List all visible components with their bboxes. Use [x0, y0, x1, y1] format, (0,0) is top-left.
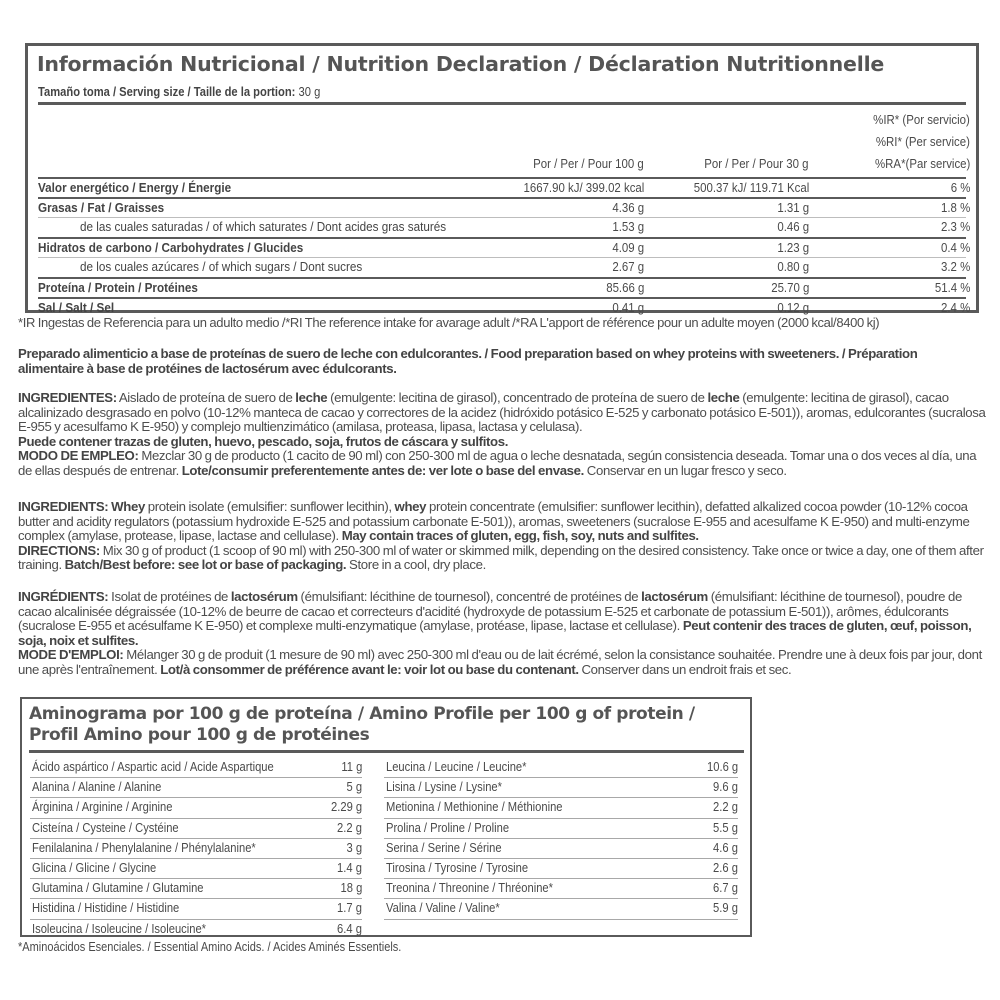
value-ri-percent: 0.4 % — [940, 240, 970, 255]
amino-acid-value: 2.2 g — [713, 799, 738, 815]
amino-acid-row — [30, 798, 362, 818]
amino-acid-value: 2.29 g — [330, 799, 362, 815]
allergen-whey: Whey — [111, 499, 145, 514]
amino-column-left — [30, 758, 362, 939]
amino-acid-row — [30, 899, 362, 919]
amino-acid-value: 5 g — [346, 779, 362, 795]
amino-acid-value: 9.6 g — [713, 779, 738, 795]
amino-acid-value: 11 g — [341, 759, 362, 774]
amino-acid-row — [30, 920, 362, 939]
nutrition-row — [38, 277, 970, 297]
amino-acid-name: Metionina / Methionine / Méthionine — [386, 799, 563, 815]
amino-acid-name: Lisina / Lysine / Lysine* — [386, 779, 503, 795]
amino-acid-name: Alanina / Alanine / Alanine — [32, 779, 162, 795]
value-per-30g: 1.23 g — [777, 240, 809, 255]
value-per-100g: 2.67 g — [612, 259, 644, 274]
directions-es-label: MODO DE EMPLEO: — [18, 448, 139, 464]
amino-acid-name: Árginina / Arginine / Arginine — [32, 799, 173, 815]
amino-acid-row — [30, 778, 362, 798]
directions-en-text: Mix 30 g of product (1 scoop of 90 ml) with 250-300 ml of water or skimmed milk, depending on the desired consistency. Take once or twice a day, one of them after training. — [18, 542, 984, 573]
ingredients-es-text: (emulgente: lecitina de girasol), concentrado de proteína de suero de — [327, 390, 708, 405]
allergen-whey: whey — [394, 499, 427, 514]
ingredients-en-text: protein concentrate (emulsifier: sunflower lecithin), defatted alkalized cocoa powder (10-12% cocoa butter and acidity regulators (potassium hydroxide E-525 and potassium carbonate E-501)), aromas, sweeteners (sucralose E-955 and acesulfame K E-950) and multi-enzyme complex (amylase, protease, lipase, lactase and cellulase). — [18, 499, 970, 544]
nutrient-label: Valor energético / Energy / Énergie — [38, 180, 232, 195]
ingredients-fr-text: (émulsifiant: lécithine de tournesol), concentré de protéines de — [297, 589, 642, 604]
amino-acid-value: 1.7 g — [337, 900, 362, 916]
value-per-100g: 85.66 g — [605, 280, 644, 295]
value-per-30g: 0.12 g — [777, 300, 809, 315]
nutrition-row — [38, 217, 970, 237]
amino-acid-name: Glicina / Glicine / Glycine — [32, 859, 157, 875]
amino-acid-name: Glutamina / Glutamine / Glutamine — [32, 880, 204, 896]
value-ri-percent: 3.2 % — [940, 259, 970, 274]
storage-fr: Conserver dans un endroit frais et sec. — [578, 661, 792, 677]
amino-acid-name: Prolina / Proline / Proline — [386, 819, 510, 835]
value-ri-percent: 6 % — [950, 180, 970, 195]
amino-acid-row — [384, 879, 738, 899]
ingredients-es-text: Aislado de proteína de suero de — [116, 390, 296, 405]
amino-acid-row — [384, 778, 738, 798]
amino-acid-value: 1.4 g — [337, 859, 362, 875]
amino-acid-name: Valina / Valine / Valine* — [386, 900, 500, 916]
amino-acid-value: 2.2 g — [337, 819, 362, 835]
product-description-text: Preparado alimenticio a base de proteínas de suero de leche con edulcorantes. / Food preparation based on whey proteins with sweeteners. / Préparation alimentaire à base de protéines de lactosérum avec édulcorants. — [18, 346, 918, 376]
amino-acid-value: 10.6 g — [706, 759, 738, 774]
amino-acid-row — [384, 839, 738, 859]
nutrition-row — [38, 297, 970, 317]
value-per-30g: 0.46 g — [777, 219, 809, 234]
amino-acid-value: 5.9 g — [713, 900, 738, 916]
allergen-lactoserum: lactosérum — [230, 589, 298, 604]
column-header-per-30g: Por / Per / Pour 30 g — [704, 156, 809, 171]
serving-size-value: 30 g — [298, 84, 321, 99]
nutrition-declaration-table — [25, 43, 979, 313]
nutrition-row — [38, 237, 970, 257]
ingredients-es — [18, 391, 986, 479]
value-ri-percent: 51.4 % — [934, 280, 970, 295]
nutrient-label: de las cuales saturadas / of which saturates / Dont acides gras saturés — [80, 219, 447, 234]
value-per-30g: 0.80 g — [777, 259, 809, 274]
amino-acid-value: 5.5 g — [713, 819, 738, 835]
allergens-en: May contain traces of gluten, egg, fish, soy, nuts and sulfites. — [341, 528, 699, 544]
amino-acid-name: Histidina / Histidine / Histidine — [32, 900, 180, 916]
amino-acid-name: Cisteína / Cysteine / Cystéine — [32, 819, 179, 835]
divider — [29, 750, 744, 753]
amino-profile-table — [20, 697, 752, 937]
amino-acid-name: Fenilalanina / Phenylalanine / Phénylalanine* — [32, 839, 256, 855]
value-per-100g: 0.41 g — [612, 300, 644, 315]
column-header-ri-es: %IR* (Por servicio) — [873, 112, 970, 127]
nutrition-title: Información Nutricional / Nutrition Declaration / Déclaration Nutritionnelle — [37, 52, 885, 76]
value-per-100g: 1667.90 kJ/ 399.02 kcal — [523, 180, 644, 195]
product-description — [18, 347, 986, 376]
amino-acid-name: Serina / Serine / Sérine — [386, 839, 502, 855]
column-header-ri-fr: %RA*(Par service) — [874, 156, 970, 171]
amino-acid-name: Leucina / Leucine / Leucine* — [386, 759, 527, 774]
value-per-30g: 25.70 g — [770, 280, 809, 295]
batch-fr: Lot/à consommer de préférence avant le: voir lot ou base du contenant. — [160, 661, 579, 677]
nutrient-label: de los cuales azúcares / of which sugars / Dont sucres — [80, 259, 363, 274]
divider — [38, 102, 966, 105]
directions-fr-label: MODE D'EMPLOI: — [18, 647, 124, 663]
value-per-100g: 4.36 g — [612, 200, 644, 215]
directions-es-text: Mezclar 30 g de producto (1 cacito de 90 ml) con 250-300 ml de agua o leche desnatada, según consistencia deseada. Tomar una o dos veces al día, una de ellas después de entrenar. — [18, 448, 977, 478]
amino-acid-value: 4.6 g — [713, 839, 738, 855]
serving-size — [38, 84, 320, 99]
column-header-ri-en: %RI* (Per service) — [875, 134, 970, 149]
amino-acid-row — [384, 798, 738, 818]
amino-acid-value: 6.4 g — [337, 920, 362, 936]
amino-column-right — [384, 758, 738, 920]
amino-acid-name: Ácido aspártico / Aspartic acid / Acide Aspartique — [32, 759, 274, 774]
batch-es: Lote/consumir preferentemente antes de: ver lote o base del envase. — [181, 462, 584, 478]
ingredients-fr-text: (émulsifiant: lécithine de tournesol), poudre de cacao alcalinisée dégraissée (10-12% de beurre de cacao et correcteurs d'acidité (hydroxyde de potassium E-525 et carbonate de potassium E-501)), arômes, édulcorants (sucralose E-955 et acésulfame K E-950) et complexe multi-enzymatique (amylase, protéase, lipase, lactase et cellulase). — [18, 589, 962, 634]
amino-acid-name: Isoleucina / Isoleucine / Isoleucine* — [32, 920, 207, 936]
nutrition-row — [38, 197, 970, 217]
allergen-milk: leche — [295, 390, 328, 405]
directions-en-label: DIRECTIONS: — [18, 542, 100, 558]
ingredients-en-label: INGREDIENTS: — [18, 499, 109, 514]
ingredients-es-label: INGREDIENTES: — [18, 390, 117, 405]
nutrient-label: Hidratos de carbono / Carbohydrates / Glucides — [38, 240, 304, 255]
value-per-100g: 4.09 g — [612, 240, 644, 255]
amino-profile-title: Aminograma por 100 g de proteína / Amino Profile per 100 g of protein / Profil Amino pour 100 g de protéines — [29, 704, 695, 745]
ingredients-fr-label: INGRÉDIENTS: — [18, 589, 109, 604]
allergen-milk: leche — [707, 390, 740, 405]
amino-acid-row — [30, 859, 362, 879]
nutrition-row — [38, 177, 970, 197]
value-per-30g: 500.37 kJ/ 119.71 Kcal — [693, 180, 809, 195]
allergens-fr: Peut contenir des traces de gluten, œuf, poisson, soja, noix et sulfites. — [18, 618, 972, 648]
serving-size-label: Tamaño toma / Serving size / Taille de la portion: — [38, 84, 296, 99]
batch-en: Batch/Best before: see lot or base of packaging. — [64, 557, 347, 573]
amino-acid-row — [30, 819, 362, 839]
ingredients-fr — [18, 590, 986, 678]
ingredients-en — [18, 500, 986, 573]
value-ri-percent: 2.3 % — [940, 219, 970, 234]
nutrient-label: Sal / Salt / Sel — [38, 300, 115, 315]
nutrient-label: Grasas / Fat / Graisses — [38, 200, 165, 215]
amino-acid-value: 3 g — [346, 839, 362, 855]
value-ri-percent: 1.8 % — [940, 200, 970, 215]
essential-amino-footnote: *Aminoácidos Esenciales. / Essential Amino Acids. / Acides Aminés Essentiels. — [18, 940, 402, 954]
amino-acid-row — [30, 839, 362, 859]
reference-intake-footnote: *IR Ingestas de Referencia para un adulto medio /*RI The reference intake for avarage adult /*RA L'apport de référence pour un adulte moyen (2000 kcal/8400 kj) — [18, 315, 880, 330]
ingredients-es-text: (emulgente: lecitina de girasol), cacao alcalinizado desgrasado en polvo (10-12% manteca de cacao y correctores de la acidez (hidróxido potásico E-525 y carbonato potásico E-501)), aromas, edulcorantes (sucralosa E-955 y acesulfamo K E-950) y complejo multienzimático (amilasa, proteasa, lipasa, lactasa y celulasa). — [18, 390, 986, 435]
amino-acid-row — [30, 879, 362, 899]
allergens-es: Puede contener trazas de gluten, huevo, pescado, soja, frutos de cáscara y sulfitos. — [18, 433, 509, 449]
ingredients-en-text: protein isolate (emulsifier: sunflower lecithin), — [144, 499, 395, 514]
amino-acid-name: Tirosina / Tyrosine / Tyrosine — [386, 859, 529, 875]
value-ri-percent: 2.4 % — [940, 300, 970, 315]
value-per-100g: 1.53 g — [612, 219, 644, 234]
amino-acid-value: 2.6 g — [713, 859, 738, 875]
amino-acid-name: Treonina / Threonine / Thréonine* — [386, 880, 553, 896]
amino-acid-row — [384, 758, 738, 778]
nutrition-row — [38, 257, 970, 277]
value-per-30g: 1.31 g — [777, 200, 809, 215]
amino-acid-row — [30, 758, 362, 778]
storage-en: Store in a cool, dry place. — [346, 557, 486, 573]
allergen-lactoserum: lactosérum — [641, 589, 708, 604]
nutrient-label: Proteína / Protein / Protéines — [38, 280, 198, 295]
amino-acid-value: 6.7 g — [713, 880, 738, 896]
amino-acid-row — [384, 899, 738, 919]
storage-es: Conservar en un lugar fresco y seco. — [583, 462, 787, 478]
amino-acid-row — [384, 859, 738, 879]
nutrition-rows — [38, 177, 970, 317]
directions-fr-text: Mélanger 30 g de produit (1 mesure de 90 ml) avec 250-300 ml d'eau ou de lait écrémé, selon la consistance souhaitée. Prendre une à deux fois par jour, dont une après l'entraînement. — [18, 647, 982, 677]
ingredients-fr-text: Isolat de protéines de — [108, 589, 231, 604]
column-header-per-100g: Por / Per / Pour 100 g — [533, 156, 644, 171]
amino-acid-row — [384, 819, 738, 839]
amino-acid-value: 18 g — [340, 880, 362, 896]
